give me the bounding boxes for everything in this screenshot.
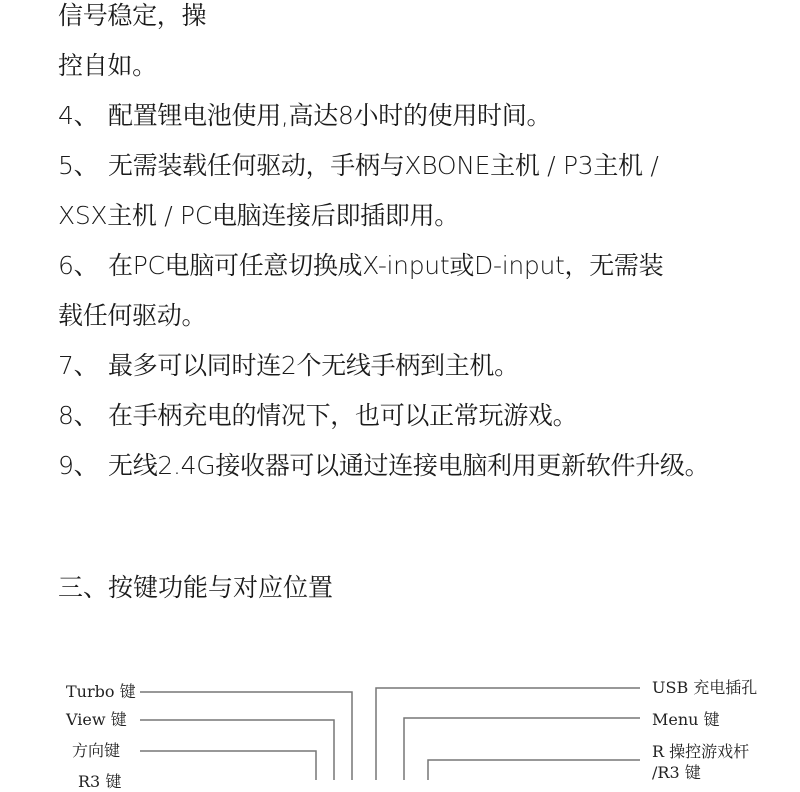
feature-text: 无需装载任何驱动，手柄与XBONE主机 / P3主机 /	[108, 151, 659, 180]
feature-number: 8、	[58, 401, 99, 430]
feature-text: 无线2.4G接收器可以通过连接电脑利用更新软件升级。	[108, 451, 710, 480]
feature-text: 在手柄充电的情况下，也可以正常玩游戏。	[108, 401, 578, 430]
label-dpad: 方向键	[72, 741, 121, 760]
feature-number: 4、	[58, 101, 99, 130]
label-usb-port: USB 充电插孔	[652, 678, 758, 697]
feature-text: XSX主机 / PC电脑连接后即插即用。	[58, 201, 459, 230]
feature-text: 配置锂电池使用,高达8小时的使用时间。	[108, 101, 552, 130]
feature-text: 在PC电脑可任意切换成X-input或D-input，无需装	[108, 251, 664, 280]
feature-continuation-2: 控自如。	[58, 51, 157, 80]
leader-view	[140, 720, 334, 780]
feature-number: 5、	[58, 151, 99, 180]
feature-continuation-1: 信号稳定，操	[58, 1, 207, 30]
leader-menu	[404, 718, 640, 780]
label-r3-key-right: /R3 键	[652, 763, 701, 782]
leader-dpad	[140, 751, 316, 780]
feature-text: 载任何驱动。	[58, 301, 207, 330]
feature-number: 7、	[58, 351, 99, 380]
label-turbo-key: Turbo 键	[66, 682, 136, 701]
feature-number: 6、	[58, 251, 99, 280]
label-menu-key: Menu 键	[652, 710, 720, 729]
label-right-stick: R 操控游戏杆	[652, 742, 750, 761]
feature-text: 最多可以同时连2个无线手柄到主机。	[108, 351, 519, 380]
section-heading: 三、按键功能与对应位置	[58, 573, 334, 602]
leader-usb	[376, 688, 640, 780]
label-r3-key-left: R3 键	[78, 772, 122, 791]
leader-rstick	[428, 760, 640, 780]
label-view-key: View 键	[66, 710, 127, 729]
feature-number: 9、	[58, 451, 99, 480]
leader-turbo	[140, 692, 352, 780]
